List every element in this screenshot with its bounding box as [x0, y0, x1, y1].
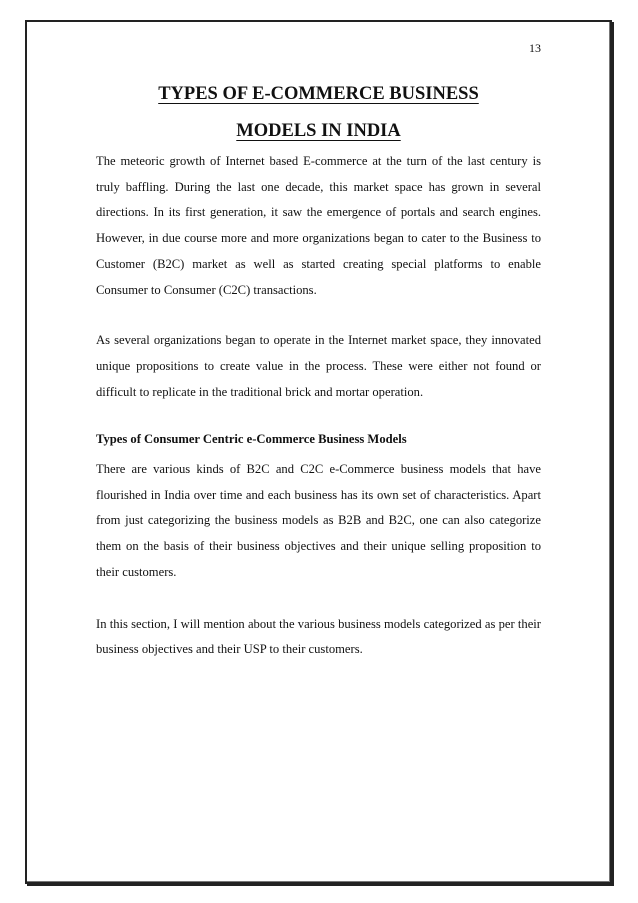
paragraph-section-intro: In this section, I will mention about the various business models categorized as per their business objectives and their USP to their customers.	[96, 616, 541, 657]
page-number: 13	[529, 41, 541, 55]
section-heading: Types of Consumer Centric e-Commerce Business Models	[96, 432, 407, 447]
paragraph-business-models: There are various kinds of B2C and C2C e-Commerce business models that have flourished in India over time and each business has its own set of characteristics. Apart from just categorizing the business models as B2B and B2C, one can also categorize them on the basis of their business objectives and their unique selling proposition to their customers.	[96, 462, 541, 579]
page-title	[96, 76, 541, 150]
title-line-1: TYPES OF E-COMMERCE BUSINESS	[158, 84, 479, 104]
document-body	[96, 149, 541, 688]
title-line-2: MODELS IN INDIA	[236, 121, 401, 141]
paragraph-innovation: As several organizations began to operate in the Internet market space, they innovated unique propositions to create value in the process. These were either not found or difficult to replicate in the traditional brick and mortar operation.	[96, 333, 541, 399]
paragraph-intro: The meteoric growth of Internet based E-commerce at the turn of the last century is truly baffling. During the last one decade, this market space has grown in several directions. In its first generation, it saw the emergence of portals and search engines. However, in due course more and more organizations began to cater to the Business to Customer (B2C) market as well as started creating special platforms to enable Consumer to Consumer (C2C) transactions.	[96, 154, 541, 297]
